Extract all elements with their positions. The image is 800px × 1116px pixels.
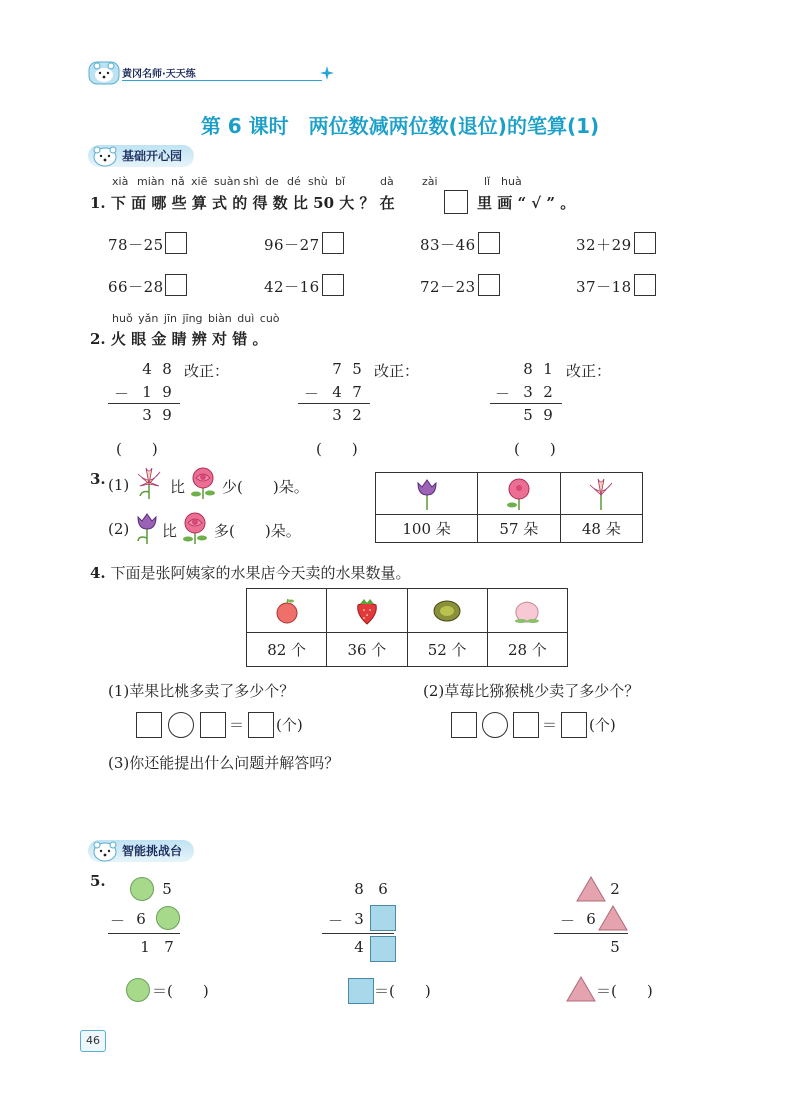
page-number: 46 [80, 1030, 106, 1052]
q1-expr-2: 83－46 [420, 236, 476, 254]
q2-p1-minus: － [114, 385, 130, 403]
q2-p3-correct-label: 改正： [566, 362, 612, 380]
q1-answer-box-3[interactable] [634, 232, 656, 254]
q2-p2-bottom-tens: 4 [332, 383, 342, 401]
q1-pinyin-12: lǐ [484, 175, 491, 188]
q1-pinyin-9: bǐ [335, 175, 346, 188]
q4-eq1-unit: (个) [276, 716, 303, 734]
q5-p3-minus: － [560, 912, 576, 930]
q5-p2-result-square [370, 936, 396, 962]
q1-pinyin-6: de [265, 175, 279, 188]
q1-pinyin-2: nǎ [171, 175, 185, 188]
q2-p3-judge[interactable]: ( ) [514, 440, 556, 458]
q1-answer-box-0[interactable] [165, 232, 187, 254]
sparkle-icon [320, 66, 334, 80]
lily-flower-icon [134, 466, 164, 500]
rose-flower-icon-2 [178, 511, 212, 545]
q2-p2-top-tens: 7 [332, 360, 342, 378]
q2-p1-bottom-ones: 9 [162, 383, 172, 401]
header-badge [88, 60, 248, 88]
q1-expr-3: 32＋29 [576, 236, 632, 254]
q4-eq1-box-a[interactable] [136, 712, 162, 738]
q1-number: 1. [90, 194, 106, 212]
q1-answer-box-6[interactable] [478, 274, 500, 296]
q1-expr-4: 66－28 [108, 278, 164, 296]
q1-text-b: 里 画 “ √ ” 。 [477, 194, 576, 212]
q3-line1-question: 少( )朵。 [222, 478, 309, 496]
q5-p2-answer-square [348, 978, 374, 1004]
q4-eq1-equals: ＝ [229, 716, 245, 734]
q2-p1-bottom-tens: 1 [142, 383, 152, 401]
q2-p3-result-ones: 9 [543, 406, 553, 424]
q4-fruit-table [246, 588, 568, 667]
q2-p1-top-ones: 8 [162, 360, 172, 378]
q4-eq2-box-b[interactable] [513, 712, 539, 738]
q5-p1-bottom-circle [156, 906, 180, 930]
q5-p2-top-tens: 8 [354, 880, 364, 898]
q1-pinyin-11: zài [422, 175, 438, 188]
q5-p1-result-ones: 7 [164, 938, 174, 956]
q2-p2-judge[interactable]: ( ) [316, 440, 358, 458]
kiwi-icon [432, 599, 462, 623]
rose-flower-icon [186, 466, 220, 500]
q1-answer-box-7[interactable] [634, 274, 656, 296]
q5-p1-result-tens: 1 [140, 938, 150, 956]
q1-prompt [90, 192, 395, 213]
q3-table-lily-cell [560, 473, 642, 515]
section-challenge-label [88, 840, 194, 862]
q4-eq2-box-a[interactable] [451, 712, 477, 738]
brand-text: 黄冈名师·天天练 [122, 69, 196, 80]
q1-answer-box-1[interactable] [322, 232, 344, 254]
q1-answer-box-2[interactable] [478, 232, 500, 254]
q4-eq1-operator-circle[interactable] [168, 712, 194, 738]
q5-p1-top-circle [130, 877, 154, 901]
q2-p1-result-tens: 3 [142, 406, 152, 424]
q1-answer-box-4[interactable] [165, 274, 187, 296]
q3-line2-compare: 比 [162, 522, 178, 540]
section-basic-text: 基础开心园 [122, 149, 183, 163]
q2-p3-bottom-ones: 2 [543, 383, 553, 401]
q2-p2-bottom-ones: 7 [352, 383, 362, 401]
q4-strawberry-cell [327, 589, 407, 633]
q1-pinyin-5: shì [243, 175, 259, 188]
q1-expr-7: 37－18 [576, 278, 632, 296]
q5-number: 5. [90, 872, 106, 890]
q3-line1-index: (1) [108, 476, 130, 494]
q5-p1-answer[interactable]: ＝( ) [152, 982, 209, 1000]
lily-icon [586, 477, 616, 511]
q5-p3-answer-triangle [566, 976, 596, 1002]
q1-pinyin-7: dé [287, 175, 301, 188]
q3-line2 [108, 520, 129, 538]
q2-p2-correct-label: 改正： [374, 362, 420, 380]
q2-p3-rule [490, 403, 562, 404]
q5-p3-answer[interactable]: ＝( ) [596, 982, 653, 1000]
q4-eq2-equals: ＝ [542, 716, 558, 734]
q2-p3-top-tens: 8 [523, 360, 533, 378]
lesson-title: 第 6 课时 两位数减两位数(退位)的笔算(1) [200, 114, 600, 138]
q1-text-a: 下 面 哪 些 算 式 的 得 数 比 50 大 ？ 在 [110, 194, 395, 212]
q3-line2-index: (2) [108, 520, 130, 538]
q5-p3-bottom-tens: 6 [586, 910, 596, 928]
section-basic-label [88, 145, 194, 167]
q2-p3-minus: － [495, 385, 511, 403]
q5-p1-bottom-tens: 6 [136, 910, 146, 928]
q3-count-lily: 48 朵 [560, 515, 642, 543]
q2-p2-result-ones: 2 [352, 406, 362, 424]
q4-eq2-operator-circle[interactable] [482, 712, 508, 738]
q4-eq1-box-result[interactable] [248, 712, 274, 738]
q3-count-tulip: 100 朵 [376, 515, 478, 543]
q2-p1-top-tens: 4 [142, 360, 152, 378]
q1-pinyin-13: huà [501, 175, 522, 188]
q2-p1-judge[interactable]: ( ) [116, 440, 158, 458]
q2-p1-rule [108, 403, 180, 404]
q1-pinyin-4: suàn [214, 175, 241, 188]
q4-count-strawberry: 36 个 [327, 633, 407, 667]
q5-p3-bottom-triangle [598, 905, 628, 931]
q1-pinyin-0: xià [112, 175, 129, 188]
q4-sub3: (3)你还能提出什么问题并解答吗？ [108, 754, 340, 772]
q5-p1-top-ones: 5 [162, 880, 172, 898]
q4-eq2-box-result[interactable] [561, 712, 587, 738]
polar-bear-logo-icon [88, 60, 122, 86]
peach-icon [512, 598, 542, 624]
q5-p3-result-ones: 5 [610, 938, 620, 956]
rose-icon [502, 477, 536, 511]
q5-p1-rule [108, 933, 180, 934]
q1-answer-box-5[interactable] [322, 274, 344, 296]
tulip-icon [414, 477, 440, 511]
q4-apple-cell [247, 589, 327, 633]
polar-bear-icon [90, 145, 120, 167]
q5-p2-bottom-tens: 3 [354, 910, 364, 928]
q1-pinyin-10: dà [380, 175, 394, 188]
q1-pinyin-1: miàn [137, 175, 165, 188]
q3-line2-question: 多( )朵。 [214, 522, 301, 540]
q4-eq2-unit: (个) [589, 716, 616, 734]
q5-p1-minus: － [110, 912, 126, 930]
q2-p1-correct-label: 改正： [184, 362, 230, 380]
q3-table-tulip-cell [376, 473, 478, 515]
q2-p2-top-ones: 5 [352, 360, 362, 378]
q3-number: 3. [90, 470, 106, 488]
q4-kiwi-cell [407, 589, 487, 633]
q2-pinyin: huǒ yǎn jīn jīng biàn duì cuò [112, 312, 280, 325]
q1-expr-0: 78－25 [108, 236, 164, 254]
strawberry-icon [354, 596, 380, 626]
q5-p2-bottom-square [370, 905, 396, 931]
q4-count-peach: 28 个 [487, 633, 567, 667]
q1-expr-6: 72－23 [420, 278, 476, 296]
q3-count-rose: 57 朵 [478, 515, 560, 543]
q5-p2-result-tens: 4 [354, 938, 364, 956]
q4-prompt [90, 562, 410, 583]
q3-flower-table [375, 472, 643, 543]
q5-p2-minus: － [328, 912, 344, 930]
q5-p3-top-triangle [576, 876, 606, 902]
q2-p2-rule [298, 403, 370, 404]
q4-eq1-box-b[interactable] [200, 712, 226, 738]
q4-number: 4. [90, 564, 106, 582]
q3-line1-compare: 比 [170, 478, 186, 496]
q5-p2-top-ones: 6 [378, 880, 388, 898]
q2-title: 火 眼 金 睛 辨 对 错 。 [110, 330, 268, 348]
q1-expr-5: 42－16 [264, 278, 320, 296]
q5-p3-top-ones: 2 [610, 880, 620, 898]
tulip-flower-icon [134, 511, 160, 545]
q4-sub1: (1)苹果比桃多卖了多少个？ [108, 682, 295, 700]
q3-table-rose-cell [478, 473, 560, 515]
q4-sub2: (2)草莓比猕猴桃少卖了多少个？ [423, 682, 640, 700]
q2-p3-result-tens: 5 [523, 406, 533, 424]
q5-p3-rule [554, 933, 628, 934]
section-challenge-text: 智能挑战台 [122, 844, 183, 858]
q2-number: 2. [90, 330, 106, 348]
q1-pinyin-8: shù [308, 175, 328, 188]
q1-pinyin-3: xiē [191, 175, 208, 188]
q4-count-apple: 82 个 [247, 633, 327, 667]
polar-bear-icon-2 [90, 840, 120, 862]
q1-expr-1: 96－27 [264, 236, 320, 254]
q2-p2-minus: － [304, 385, 320, 403]
q5-p2-rule [322, 933, 394, 934]
q5-p1-answer-circle [126, 978, 150, 1002]
q2-p3-top-ones: 1 [543, 360, 553, 378]
q2-p1-result-ones: 9 [162, 406, 172, 424]
q2-prompt [90, 328, 267, 349]
q2-p2-result-tens: 3 [332, 406, 342, 424]
q4-intro: 下面是张阿姨家的水果店今天卖的水果数量。 [110, 564, 411, 582]
q2-p3-bottom-tens: 3 [523, 383, 533, 401]
apple-icon [274, 598, 300, 624]
q4-peach-cell [487, 589, 567, 633]
q1-sample-box [444, 190, 468, 214]
q3-line1 [108, 476, 129, 494]
q4-count-kiwi: 52 个 [407, 633, 487, 667]
q5-p2-answer[interactable]: ＝( ) [374, 982, 431, 1000]
